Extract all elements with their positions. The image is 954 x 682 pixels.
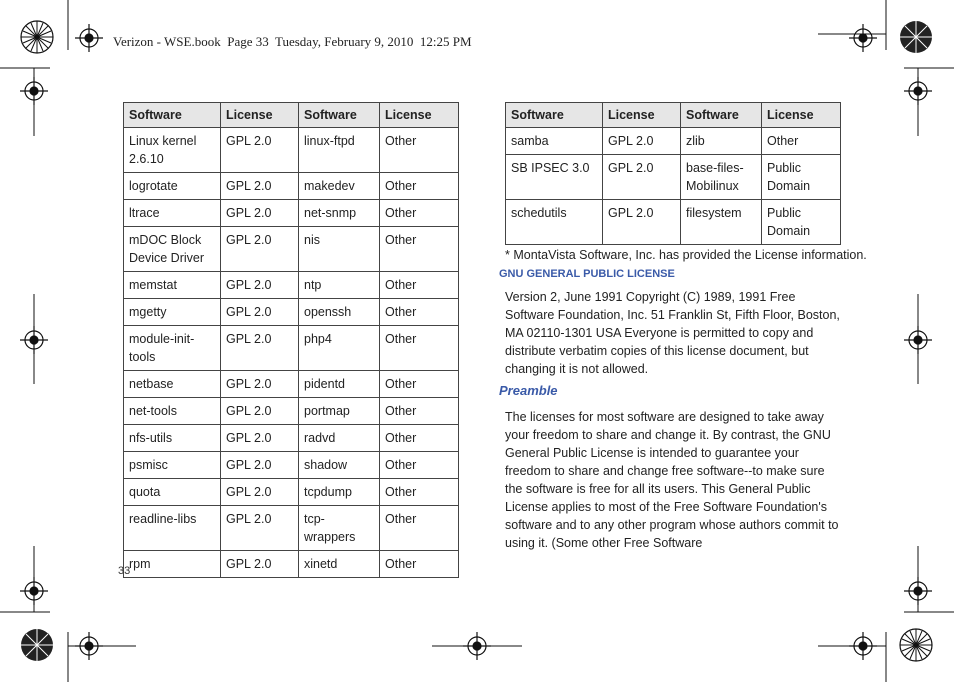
table-row <box>124 299 459 326</box>
registration-mark-icon <box>20 77 48 105</box>
table-cell: GPL 2.0 <box>221 398 299 425</box>
registration-mark-icon <box>849 24 877 52</box>
table-cell: ntp <box>299 272 380 299</box>
table-cell: Public Domain <box>762 200 841 245</box>
table-cell: samba <box>506 128 603 155</box>
table-cell: GPL 2.0 <box>221 299 299 326</box>
registration-mark-icon <box>20 326 48 354</box>
table-cell: GPL 2.0 <box>221 452 299 479</box>
table-cell: filesystem <box>681 200 762 245</box>
table-header-row <box>124 103 459 128</box>
registration-mark-icon <box>75 632 103 660</box>
column-header: License <box>762 103 841 128</box>
table-cell: Other <box>380 272 459 299</box>
table-cell: ltrace <box>124 200 221 227</box>
table-cell: mgetty <box>124 299 221 326</box>
table-cell: makedev <box>299 173 380 200</box>
table-row <box>506 155 841 200</box>
column-header: Software <box>299 103 380 128</box>
table-cell: GPL 2.0 <box>603 128 681 155</box>
table-cell: base-files-Mobilinux <box>681 155 762 200</box>
license-note: * MontaVista Software, Inc. has provided the License information. <box>505 248 867 262</box>
table-cell: Other <box>380 326 459 371</box>
table-cell: Other <box>380 551 459 578</box>
table-cell: zlib <box>681 128 762 155</box>
table-cell: GPL 2.0 <box>221 200 299 227</box>
table-cell: GPL 2.0 <box>221 506 299 551</box>
column-header: License <box>603 103 681 128</box>
table-cell: Other <box>380 452 459 479</box>
column-header: Software <box>124 103 221 128</box>
table-row <box>124 371 459 398</box>
table-row <box>124 128 459 173</box>
page-number: 33 <box>118 565 131 577</box>
table-cell: schedutils <box>506 200 603 245</box>
table-cell: pidentd <box>299 371 380 398</box>
registration-mark-icon <box>849 632 877 660</box>
table-cell: linux-ftpd <box>299 128 380 173</box>
table-cell: Other <box>380 299 459 326</box>
table-cell: nfs-utils <box>124 425 221 452</box>
license-paragraph: Version 2, June 1991 Copyright (C) 1989, 1991 Free Software Foundation, Inc. 51 Franklin St, Fifth Floor, Boston, MA 02110-1301 USA Everyone is permitted to copy and distribute verbatim copies of this license document, but changing it is not allowed. <box>505 290 840 376</box>
table-row <box>124 326 459 371</box>
registration-mark-icon <box>75 24 103 52</box>
table-cell: Other <box>380 227 459 272</box>
column-header: Software <box>681 103 762 128</box>
table-cell: GPL 2.0 <box>221 551 299 578</box>
table-cell: GPL 2.0 <box>221 272 299 299</box>
table-cell: shadow <box>299 452 380 479</box>
column-header: License <box>221 103 299 128</box>
table-row <box>124 227 459 272</box>
starburst-target-icon <box>21 21 53 53</box>
table-cell: net-snmp <box>299 200 380 227</box>
table-cell: xinetd <box>299 551 380 578</box>
table-cell: netbase <box>124 371 221 398</box>
table-cell: mDOC Block Device Driver <box>124 227 221 272</box>
starburst-target-icon <box>900 629 932 661</box>
starburst-target-icon <box>21 629 53 661</box>
table-row <box>124 398 459 425</box>
starburst-target-icon <box>900 21 932 53</box>
table-cell: logrotate <box>124 173 221 200</box>
table-cell: psmisc <box>124 452 221 479</box>
table-cell: openssh <box>299 299 380 326</box>
table-cell: GPL 2.0 <box>221 425 299 452</box>
registration-mark-icon <box>20 577 48 605</box>
table-cell: Linux kernel 2.6.10 <box>124 128 221 173</box>
registration-mark-icon <box>904 577 932 605</box>
table-row <box>124 452 459 479</box>
table-cell: Public Domain <box>762 155 841 200</box>
table-cell: portmap <box>299 398 380 425</box>
table-cell: Other <box>380 371 459 398</box>
table-cell: Other <box>380 506 459 551</box>
table-cell: Other <box>380 398 459 425</box>
table-cell: GPL 2.0 <box>603 200 681 245</box>
registration-mark-icon <box>463 632 491 660</box>
table-cell: GPL 2.0 <box>221 173 299 200</box>
table-cell: SB IPSEC 3.0 <box>506 155 603 200</box>
table-header-row <box>506 103 841 128</box>
table-row <box>124 479 459 506</box>
table-cell: quota <box>124 479 221 506</box>
table-cell: php4 <box>299 326 380 371</box>
table-row <box>124 506 459 551</box>
table-cell: rpm <box>124 551 221 578</box>
table-cell: GPL 2.0 <box>221 326 299 371</box>
preamble-paragraph: The licenses for most software are designed to take away your freedom to share and change it. By contrast, the GNU General Public License is intended to guarantee your freedom to share and change free software--to make sure the software is free for all its users. This General Public License applies to most of the Free Software Foundation's software and to any other program whose authors commit to using it. (Some other Free Software <box>505 410 839 550</box>
preamble-heading: Preamble <box>499 383 558 398</box>
table-row <box>124 272 459 299</box>
table-row <box>124 551 459 578</box>
table-row <box>506 128 841 155</box>
table-cell: readline-libs <box>124 506 221 551</box>
table-cell: Other <box>380 128 459 173</box>
table-cell: GPL 2.0 <box>603 155 681 200</box>
section-heading: GNU GENERAL PUBLIC LICENSE <box>499 268 675 280</box>
table-cell: net-tools <box>124 398 221 425</box>
table-cell: module-init-tools <box>124 326 221 371</box>
registration-mark-icon <box>904 77 932 105</box>
table-cell: Other <box>380 425 459 452</box>
table-cell: Other <box>380 479 459 506</box>
column-header: Software <box>506 103 603 128</box>
table-row <box>506 200 841 245</box>
table-cell: Other <box>762 128 841 155</box>
table-cell: tcpdump <box>299 479 380 506</box>
table-row <box>124 425 459 452</box>
license-table-left <box>123 102 459 578</box>
table-cell: GPL 2.0 <box>221 227 299 272</box>
table-cell: memstat <box>124 272 221 299</box>
table-row <box>124 173 459 200</box>
registration-mark-icon <box>904 326 932 354</box>
table-cell: radvd <box>299 425 380 452</box>
table-cell: Other <box>380 200 459 227</box>
table-cell: tcp-wrappers <box>299 506 380 551</box>
license-table-right <box>505 102 841 245</box>
column-header: License <box>380 103 459 128</box>
table-cell: GPL 2.0 <box>221 371 299 398</box>
table-cell: nis <box>299 227 380 272</box>
table-cell: GPL 2.0 <box>221 128 299 173</box>
print-header: Verizon - WSE.book Page 33 Tuesday, February 9, 2010 12:25 PM <box>113 34 472 49</box>
table-row <box>124 200 459 227</box>
table-cell: GPL 2.0 <box>221 479 299 506</box>
table-cell: Other <box>380 173 459 200</box>
